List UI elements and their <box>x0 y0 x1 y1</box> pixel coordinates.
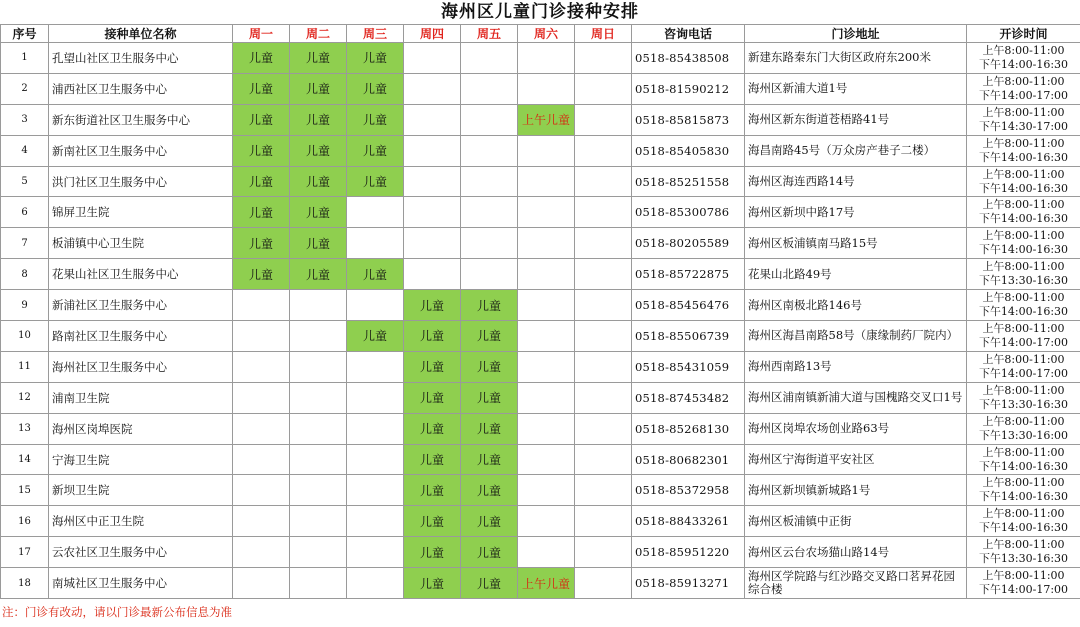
clinic-address: 花果山北路49号 <box>745 259 967 290</box>
day-cell-thu <box>404 135 461 166</box>
table-row <box>1 43 1080 74</box>
header-no: 序号 <box>1 25 49 43</box>
unit-name: 锦屏卫生院 <box>49 197 233 228</box>
clinic-address: 海州区海昌南路58号（康缘制药厂院内） <box>745 321 967 352</box>
clinic-address: 海州西南路13号 <box>745 351 967 382</box>
row-number: 14 <box>1 444 49 475</box>
row-number: 10 <box>1 321 49 352</box>
day-cell-thu <box>404 197 461 228</box>
unit-name: 新浦社区卫生服务中心 <box>49 290 233 321</box>
clinic-hours <box>967 135 1080 166</box>
day-cell-sat: 上午儿童 <box>518 104 575 135</box>
morning-hours: 上午8:00-11:00 <box>982 229 1065 243</box>
day-cell-thu: 儿童 <box>404 444 461 475</box>
table-row <box>1 290 1080 321</box>
day-cell-fri <box>461 166 518 197</box>
clinic-hours <box>967 382 1080 413</box>
day-cell-thu: 儿童 <box>404 351 461 382</box>
day-cell-sat <box>518 135 575 166</box>
day-cell-sat <box>518 290 575 321</box>
day-cell-sat: 上午儿童 <box>518 568 575 599</box>
page-title: 海州区儿童门诊接种安排 <box>441 2 639 22</box>
table-row <box>1 104 1080 135</box>
header-sun: 周日 <box>575 25 632 43</box>
day-cell-wed <box>347 506 404 537</box>
day-cell-sun <box>575 166 632 197</box>
day-cell-sat <box>518 228 575 259</box>
table-row <box>1 568 1080 599</box>
header-fri: 周五 <box>461 25 518 43</box>
day-cell-tue: 儿童 <box>290 104 347 135</box>
day-cell-fri <box>461 197 518 228</box>
day-cell-thu: 儿童 <box>404 413 461 444</box>
day-cell-wed <box>347 568 404 599</box>
day-cell-fri <box>461 228 518 259</box>
row-number: 7 <box>1 228 49 259</box>
clinic-hours <box>967 228 1080 259</box>
morning-hours: 上午8:00-11:00 <box>982 569 1065 583</box>
table-row <box>1 506 1080 537</box>
clinic-address: 海昌南路45号（万众房产巷子二楼） <box>745 135 967 166</box>
phone-number: 0518-85300786 <box>632 197 745 228</box>
day-cell-tue: 儿童 <box>290 166 347 197</box>
clinic-hours <box>967 537 1080 568</box>
unit-name: 云农社区卫生服务中心 <box>49 537 233 568</box>
morning-hours: 上午8:00-11:00 <box>982 260 1065 274</box>
day-cell-mon <box>233 568 290 599</box>
morning-hours: 上午8:00-11:00 <box>982 414 1065 428</box>
table-row <box>1 413 1080 444</box>
phone-number: 0518-85456476 <box>632 290 745 321</box>
table-row <box>1 135 1080 166</box>
day-cell-thu: 儿童 <box>404 537 461 568</box>
day-cell-sat <box>518 382 575 413</box>
phone-number: 0518-85431059 <box>632 351 745 382</box>
clinic-address: 新建东路秦东门大街区政府东200米 <box>745 43 967 74</box>
day-cell-wed <box>347 197 404 228</box>
unit-name: 海州社区卫生服务中心 <box>49 351 233 382</box>
phone-number: 0518-85251558 <box>632 166 745 197</box>
day-cell-sat <box>518 321 575 352</box>
header-address: 门诊地址 <box>745 25 967 43</box>
day-cell-thu <box>404 73 461 104</box>
phone-number: 0518-85722875 <box>632 259 745 290</box>
header-hours: 开诊时间 <box>967 25 1080 43</box>
table-row <box>1 197 1080 228</box>
morning-hours: 上午8:00-11:00 <box>982 167 1065 181</box>
day-cell-fri: 儿童 <box>461 321 518 352</box>
morning-hours: 上午8:00-11:00 <box>982 538 1065 552</box>
day-cell-sun <box>575 321 632 352</box>
row-number: 12 <box>1 382 49 413</box>
day-cell-thu <box>404 228 461 259</box>
day-cell-mon <box>233 475 290 506</box>
unit-name: 宁海卫生院 <box>49 444 233 475</box>
unit-name: 海州区中正卫生院 <box>49 506 233 537</box>
day-cell-fri: 儿童 <box>461 290 518 321</box>
table-row <box>1 444 1080 475</box>
clinic-hours <box>967 259 1080 290</box>
row-number: 2 <box>1 73 49 104</box>
day-cell-sun <box>575 73 632 104</box>
table-row <box>1 537 1080 568</box>
row-number: 3 <box>1 104 49 135</box>
afternoon-hours: 下午14:00-16:30 <box>978 181 1069 195</box>
unit-name: 孔望山社区卫生服务中心 <box>49 43 233 74</box>
day-cell-wed: 儿童 <box>347 321 404 352</box>
clinic-address: 海州区板浦镇中正街 <box>745 506 967 537</box>
row-number: 9 <box>1 290 49 321</box>
day-cell-sat <box>518 444 575 475</box>
clinic-address: 海州区浦南镇新浦大道与国槐路交叉口1号 <box>745 382 967 413</box>
day-cell-tue <box>290 475 347 506</box>
day-cell-thu <box>404 259 461 290</box>
clinic-hours <box>967 444 1080 475</box>
day-cell-thu: 儿童 <box>404 506 461 537</box>
row-number: 1 <box>1 43 49 74</box>
footnote: 注：门诊有改动，请以门诊最新公布信息为准 <box>2 605 232 619</box>
day-cell-sat <box>518 413 575 444</box>
row-number: 4 <box>1 135 49 166</box>
row-number: 5 <box>1 166 49 197</box>
day-cell-fri: 儿童 <box>461 475 518 506</box>
unit-name: 新坝卫生院 <box>49 475 233 506</box>
day-cell-mon: 儿童 <box>233 43 290 74</box>
morning-hours: 上午8:00-11:00 <box>982 291 1065 305</box>
day-cell-wed: 儿童 <box>347 104 404 135</box>
day-cell-wed <box>347 382 404 413</box>
afternoon-hours: 下午14:30-17:00 <box>978 119 1069 133</box>
day-cell-tue: 儿童 <box>290 259 347 290</box>
table-body <box>1 43 1080 599</box>
day-cell-mon <box>233 413 290 444</box>
day-cell-tue: 儿童 <box>290 228 347 259</box>
day-cell-sun <box>575 290 632 321</box>
day-cell-wed: 儿童 <box>347 135 404 166</box>
day-cell-wed: 儿童 <box>347 73 404 104</box>
clinic-address: 海州区新东街道苍梧路41号 <box>745 104 967 135</box>
day-cell-wed: 儿童 <box>347 259 404 290</box>
day-cell-mon: 儿童 <box>233 104 290 135</box>
row-number: 6 <box>1 197 49 228</box>
day-cell-sun <box>575 506 632 537</box>
day-cell-mon <box>233 537 290 568</box>
day-cell-tue: 儿童 <box>290 197 347 228</box>
day-cell-wed <box>347 228 404 259</box>
day-cell-mon <box>233 351 290 382</box>
day-cell-sat <box>518 351 575 382</box>
day-cell-sat <box>518 166 575 197</box>
unit-name: 南城社区卫生服务中心 <box>49 568 233 599</box>
afternoon-hours: 下午14:00-16:30 <box>978 57 1069 71</box>
day-cell-fri <box>461 73 518 104</box>
day-cell-thu <box>404 166 461 197</box>
day-cell-sat <box>518 537 575 568</box>
clinic-address: 海州区学院路与红沙路交叉路口茗昇花园综合楼 <box>745 568 967 599</box>
day-cell-mon <box>233 382 290 413</box>
afternoon-hours: 下午14:00-16:30 <box>978 243 1069 257</box>
clinic-hours <box>967 568 1080 599</box>
table-row <box>1 321 1080 352</box>
phone-number: 0518-88433261 <box>632 506 745 537</box>
day-cell-sun <box>575 197 632 228</box>
day-cell-fri <box>461 259 518 290</box>
clinic-hours <box>967 351 1080 382</box>
unit-name: 海州区岗埠医院 <box>49 413 233 444</box>
morning-hours: 上午8:00-11:00 <box>982 321 1065 335</box>
day-cell-thu: 儿童 <box>404 290 461 321</box>
clinic-hours <box>967 104 1080 135</box>
clinic-address: 海州区宁海街道平安社区 <box>745 444 967 475</box>
header-row <box>1 25 1080 43</box>
day-cell-fri: 儿童 <box>461 537 518 568</box>
table-row <box>1 475 1080 506</box>
table-row <box>1 228 1080 259</box>
unit-name: 路南社区卫生服务中心 <box>49 321 233 352</box>
clinic-hours <box>967 166 1080 197</box>
table-row <box>1 166 1080 197</box>
day-cell-fri <box>461 135 518 166</box>
day-cell-sat <box>518 259 575 290</box>
afternoon-hours: 下午13:30-16:30 <box>978 552 1069 566</box>
day-cell-sun <box>575 135 632 166</box>
table-row <box>1 73 1080 104</box>
morning-hours: 上午8:00-11:00 <box>982 74 1065 88</box>
phone-number: 0518-85951220 <box>632 537 745 568</box>
day-cell-thu: 儿童 <box>404 382 461 413</box>
day-cell-sun <box>575 568 632 599</box>
afternoon-hours: 下午14:00-16:30 <box>978 305 1069 319</box>
phone-number: 0518-81590212 <box>632 73 745 104</box>
day-cell-fri: 儿童 <box>461 444 518 475</box>
unit-name: 浦西社区卫生服务中心 <box>49 73 233 104</box>
day-cell-tue <box>290 321 347 352</box>
day-cell-wed: 儿童 <box>347 43 404 74</box>
morning-hours: 上午8:00-11:00 <box>982 383 1065 397</box>
day-cell-tue <box>290 537 347 568</box>
day-cell-fri: 儿童 <box>461 413 518 444</box>
header-thu: 周四 <box>404 25 461 43</box>
morning-hours: 上午8:00-11:00 <box>982 445 1065 459</box>
header-phone: 咨询电话 <box>632 25 745 43</box>
day-cell-tue: 儿童 <box>290 43 347 74</box>
afternoon-hours: 下午14:00-16:30 <box>978 490 1069 504</box>
day-cell-mon <box>233 290 290 321</box>
afternoon-hours: 下午14:00-17:00 <box>978 366 1069 380</box>
table-row <box>1 259 1080 290</box>
clinic-hours <box>967 475 1080 506</box>
clinic-hours <box>967 506 1080 537</box>
day-cell-tue <box>290 444 347 475</box>
day-cell-sun <box>575 104 632 135</box>
clinic-address: 海州区新浦大道1号 <box>745 73 967 104</box>
day-cell-thu <box>404 104 461 135</box>
day-cell-sun <box>575 413 632 444</box>
day-cell-mon <box>233 321 290 352</box>
phone-number: 0518-85268130 <box>632 413 745 444</box>
day-cell-sun <box>575 351 632 382</box>
day-cell-tue <box>290 290 347 321</box>
day-cell-sat <box>518 43 575 74</box>
phone-number: 0518-85506739 <box>632 321 745 352</box>
row-number: 15 <box>1 475 49 506</box>
phone-number: 0518-85815873 <box>632 104 745 135</box>
morning-hours: 上午8:00-11:00 <box>982 476 1065 490</box>
unit-name: 新东街道社区卫生服务中心 <box>49 104 233 135</box>
clinic-hours <box>967 197 1080 228</box>
unit-name: 板浦镇中心卫生院 <box>49 228 233 259</box>
day-cell-sun <box>575 259 632 290</box>
clinic-address: 海州区新坝中路17号 <box>745 197 967 228</box>
day-cell-sun <box>575 382 632 413</box>
phone-number: 0518-87453482 <box>632 382 745 413</box>
clinic-address: 海州区云台农场猫山路14号 <box>745 537 967 568</box>
row-number: 13 <box>1 413 49 444</box>
day-cell-wed <box>347 444 404 475</box>
afternoon-hours: 下午13:30-16:30 <box>978 397 1069 411</box>
day-cell-thu: 儿童 <box>404 321 461 352</box>
unit-name: 花果山社区卫生服务中心 <box>49 259 233 290</box>
day-cell-fri: 儿童 <box>461 568 518 599</box>
morning-hours: 上午8:00-11:00 <box>982 352 1065 366</box>
phone-number: 0518-85438508 <box>632 43 745 74</box>
day-cell-sat <box>518 506 575 537</box>
morning-hours: 上午8:00-11:00 <box>982 136 1065 150</box>
day-cell-mon: 儿童 <box>233 166 290 197</box>
afternoon-hours: 下午14:00-16:30 <box>978 150 1069 164</box>
day-cell-tue <box>290 413 347 444</box>
phone-number: 0518-85405830 <box>632 135 745 166</box>
clinic-address: 海州区板浦镇南马路15号 <box>745 228 967 259</box>
day-cell-sun <box>575 537 632 568</box>
day-cell-fri: 儿童 <box>461 382 518 413</box>
phone-number: 0518-85913271 <box>632 568 745 599</box>
morning-hours: 上午8:00-11:00 <box>982 43 1065 57</box>
phone-number: 0518-85372958 <box>632 475 745 506</box>
clinic-hours <box>967 73 1080 104</box>
day-cell-sat <box>518 197 575 228</box>
day-cell-sun <box>575 228 632 259</box>
clinic-hours <box>967 43 1080 74</box>
day-cell-fri: 儿童 <box>461 351 518 382</box>
day-cell-sun <box>575 444 632 475</box>
header-unit: 接种单位名称 <box>49 25 233 43</box>
day-cell-wed: 儿童 <box>347 166 404 197</box>
phone-number: 0518-80205589 <box>632 228 745 259</box>
day-cell-mon: 儿童 <box>233 73 290 104</box>
afternoon-hours: 下午14:00-16:30 <box>978 521 1069 535</box>
day-cell-sat <box>518 475 575 506</box>
unit-name: 洪门社区卫生服务中心 <box>49 166 233 197</box>
day-cell-tue: 儿童 <box>290 73 347 104</box>
clinic-address: 海州区南极北路146号 <box>745 290 967 321</box>
day-cell-mon: 儿童 <box>233 135 290 166</box>
row-number: 11 <box>1 351 49 382</box>
day-cell-thu <box>404 43 461 74</box>
header-mon: 周一 <box>233 25 290 43</box>
afternoon-hours: 下午14:00-17:00 <box>978 335 1069 349</box>
day-cell-tue <box>290 506 347 537</box>
day-cell-fri <box>461 43 518 74</box>
day-cell-mon <box>233 506 290 537</box>
table-row <box>1 382 1080 413</box>
row-number: 16 <box>1 506 49 537</box>
day-cell-wed <box>347 413 404 444</box>
afternoon-hours: 下午14:00-17:00 <box>978 88 1069 102</box>
day-cell-tue <box>290 568 347 599</box>
row-number: 18 <box>1 568 49 599</box>
morning-hours: 上午8:00-11:00 <box>982 105 1065 119</box>
unit-name: 浦南卫生院 <box>49 382 233 413</box>
table-row <box>1 351 1080 382</box>
day-cell-wed <box>347 290 404 321</box>
day-cell-mon: 儿童 <box>233 197 290 228</box>
unit-name: 新南社区卫生服务中心 <box>49 135 233 166</box>
row-number: 17 <box>1 537 49 568</box>
afternoon-hours: 下午14:00-16:30 <box>978 212 1069 226</box>
day-cell-wed <box>347 475 404 506</box>
day-cell-wed <box>347 351 404 382</box>
clinic-address: 海州区新坝镇新城路1号 <box>745 475 967 506</box>
day-cell-fri: 儿童 <box>461 506 518 537</box>
day-cell-thu: 儿童 <box>404 568 461 599</box>
phone-number: 0518-80682301 <box>632 444 745 475</box>
day-cell-thu: 儿童 <box>404 475 461 506</box>
afternoon-hours: 下午13:30-16:00 <box>978 428 1069 442</box>
day-cell-wed <box>347 537 404 568</box>
day-cell-tue <box>290 351 347 382</box>
schedule-table <box>0 24 1080 599</box>
day-cell-sat <box>518 73 575 104</box>
clinic-hours <box>967 413 1080 444</box>
afternoon-hours: 下午14:00-17:00 <box>978 583 1069 597</box>
day-cell-mon <box>233 444 290 475</box>
morning-hours: 上午8:00-11:00 <box>982 507 1065 521</box>
clinic-hours <box>967 290 1080 321</box>
morning-hours: 上午8:00-11:00 <box>982 198 1065 212</box>
day-cell-mon: 儿童 <box>233 259 290 290</box>
day-cell-tue <box>290 382 347 413</box>
day-cell-tue: 儿童 <box>290 135 347 166</box>
clinic-address: 海州区岗埠农场创业路63号 <box>745 413 967 444</box>
day-cell-mon: 儿童 <box>233 228 290 259</box>
day-cell-sun <box>575 475 632 506</box>
clinic-address: 海州区海连西路14号 <box>745 166 967 197</box>
day-cell-sun <box>575 43 632 74</box>
row-number: 8 <box>1 259 49 290</box>
afternoon-hours: 下午13:30-16:30 <box>978 274 1069 288</box>
header-tue: 周二 <box>290 25 347 43</box>
clinic-hours <box>967 321 1080 352</box>
header-sat: 周六 <box>518 25 575 43</box>
afternoon-hours: 下午14:00-16:30 <box>978 459 1069 473</box>
header-wed: 周三 <box>347 25 404 43</box>
day-cell-fri <box>461 104 518 135</box>
